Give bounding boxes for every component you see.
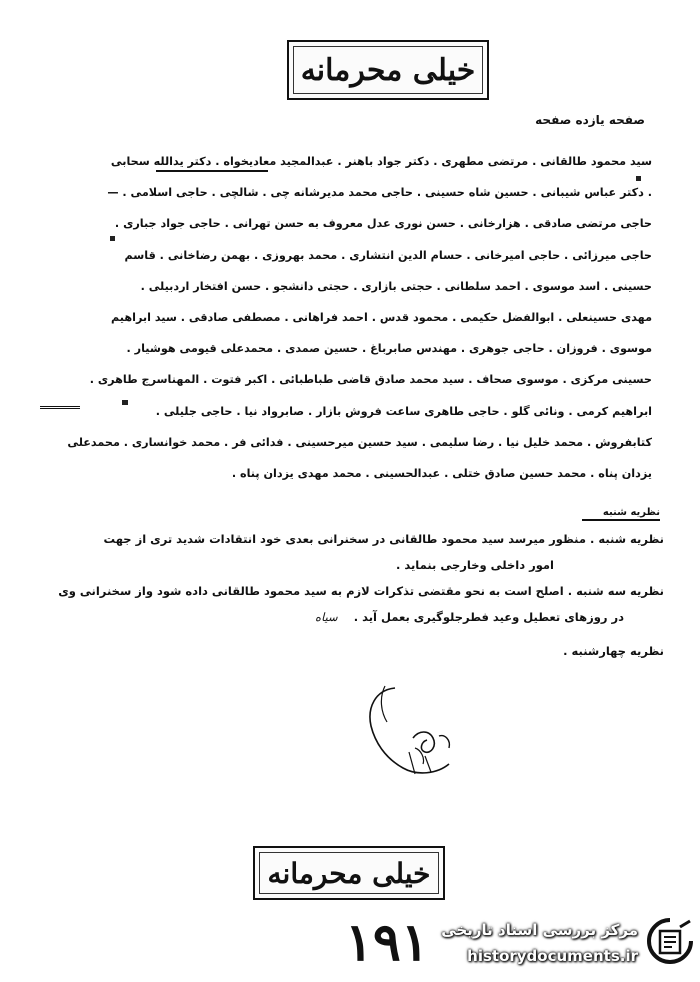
speck (122, 400, 128, 405)
note-tuesday: نظریه سه شنبه . اصلح است به نحو مقتضی تذکرات لازم به سید محمود طالقانی داده شود واز سخنرانی وی (58, 584, 664, 598)
stamp-bottom-text: خیلی محرمانه (267, 856, 431, 890)
names-line: حسینی مرکزی . موسوی صحاف . سید محمد صادق قاضی طباطبائی . اکبر فتوت . المهناسرج طاهری . (89, 373, 652, 387)
names-line: مهدی حسینعلی . ابوالفضل حکیمی . محمود قدس . احمد فراهانی . مصطفی صادقی . سید ابراهیم (111, 311, 652, 325)
notes-block (40, 532, 664, 658)
names-line: یزدان پناه . محمد حسین صادق ختلی . عبدالحسینی . محمد مهدی یزدان پناه . (231, 467, 652, 481)
handwritten-signature (355, 678, 475, 788)
names-line: سید محمود طالقانی . مرتضی مطهری . دکتر جواد باهنر . عبدالمجید معادیخواه . دکتر یدالله سحابی (110, 155, 652, 168)
section-tag: نظریه شنبه (582, 507, 660, 521)
note-tuesday-continued-text: در روزهای تعطیل وعید فطرجلوگیری بعمل آید . (353, 610, 624, 624)
names-line: . دکتر عباس شیبانی . حسین شاه حسینی . حاجی محمد مدیرشانه چی . شالچی . حاجی اسلامی . — (107, 186, 652, 200)
stamp-top-very-confidential (287, 40, 489, 100)
names-line: موسوی . فروزان . حاجی جوهری . مهندس صابرباغ . حسین صمدی . محمدعلی قیومی هوشیار . (126, 342, 652, 356)
note-saturday-continued: امور داخلی وخارجی بنماید . (395, 558, 554, 572)
note-saturday: نظریه شنبه . منظور میرسد سید محمود طالقانی در سخنرانی بعدی خود انتقادات شدید تری از جهت (103, 532, 664, 546)
note-tuesday-continued (40, 610, 664, 624)
names-line: حاجی میرزائی . حاجی امیرخانی . حسام الدین انتشاری . محمد بهروزی . بهمن رضاخانی . قاسم (124, 248, 652, 262)
names-line: ابراهیم کرمی . ونائی گلو . حاجی طاهری ساعت فروش بازار . صابرواد نیا . حاجی جلیلی . (155, 404, 652, 418)
speck (110, 236, 115, 241)
watermark-title: مرکز بررسی اسناد تاریخی (441, 921, 638, 939)
names-line: حاجی مرتضی صادقی . هزارخانی . حسن نوری عدل معروف به حسن تهرانی . حاجی جواد جباری . (114, 217, 652, 231)
handwritten-underline-mark (40, 398, 80, 409)
names-list (8, 146, 652, 489)
watermark (418, 915, 700, 977)
page-heading: صفحه یازده صفحه (535, 113, 645, 127)
watermark-url: historydocuments.ir (467, 947, 638, 965)
names-line: حسینی . اسد موسوی . احمد سلطانی . حجتی بازاری . حجتی دانشجو . حسن افتخار اردبیلی . (140, 279, 652, 293)
archive-logo-icon (646, 917, 694, 965)
stamp-bottom-very-confidential (253, 846, 445, 900)
handwritten-page-number: ۱۹۱ (345, 912, 429, 973)
names-line: کتابفروش . محمد خلیل نیا . رضا سلیمی . سید حسین میرحسینی . فدائی فر . محمد خوانساری . محمدعلی (67, 435, 652, 449)
stamp-top-text: خیلی محرمانه (300, 52, 476, 88)
note-tuesday-signoff: سیاه (315, 610, 338, 624)
speck (636, 176, 641, 181)
name-underline (156, 170, 268, 172)
note-wednesday: نظریه چهارشنبه . (563, 644, 664, 658)
